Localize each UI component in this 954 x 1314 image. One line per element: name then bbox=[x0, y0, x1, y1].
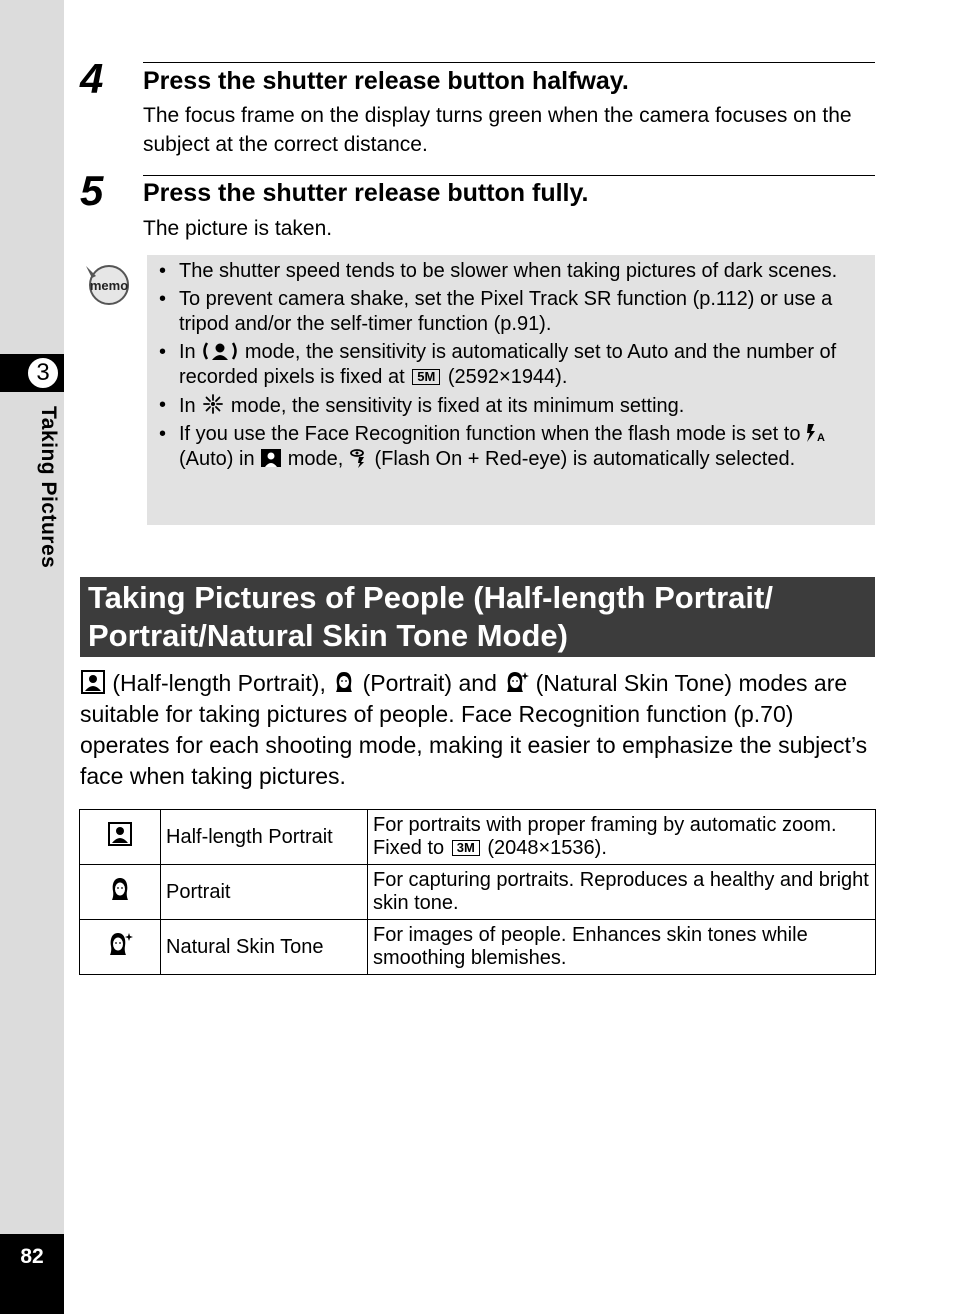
memo-icon bbox=[82, 262, 132, 306]
mode-description: For capturing portraits. Reproduces a healthy and bright skin tone. bbox=[368, 865, 876, 920]
mode-name: Portrait bbox=[161, 865, 368, 920]
shooting-modes-table bbox=[79, 809, 876, 975]
portrait-icon bbox=[108, 876, 132, 902]
memo-icon-label: memo bbox=[89, 278, 129, 293]
page-number: 82 bbox=[0, 1234, 64, 1314]
flash-on-red-eye-icon bbox=[349, 448, 369, 468]
chapter-title: Taking Pictures bbox=[37, 406, 60, 569]
memo-item: • In mode, the sensitivity is fixed at its minimum setting. bbox=[159, 393, 863, 419]
section-intro: (Half-length Portrait), (Portrait) and (Natural Skin Tone) modes are suitable for taking pictures of people. Face Recognition function (p.70) operates for each shooting mode, making it easier to emphasize the subject’s face when taking pictures. bbox=[80, 670, 868, 789]
step-5-title: Press the shutter release button fully. bbox=[143, 179, 589, 207]
mode-description: For images of people. Enhances skin tones while smoothing blemishes. bbox=[368, 920, 876, 975]
memo-item: • The shutter speed tends to be slower when taking pictures of dark scenes. bbox=[159, 259, 863, 284]
flash-auto-icon bbox=[806, 423, 828, 443]
mode-name: Half-length Portrait bbox=[161, 810, 368, 865]
table-row bbox=[80, 920, 876, 975]
table-row bbox=[80, 865, 876, 920]
natural-skin-tone-icon bbox=[106, 931, 134, 957]
step-4-title: Press the shutter release button halfway. bbox=[143, 67, 629, 95]
portrait-mode-icon bbox=[260, 448, 282, 468]
memo-box bbox=[147, 255, 875, 525]
step-4-number: 4 bbox=[80, 55, 104, 102]
memo-list bbox=[159, 259, 863, 472]
step-4-body: The focus frame on the display turns green when the camera focuses on the subject at the correct distance. bbox=[143, 104, 852, 156]
night-scene-portrait-icon bbox=[201, 341, 239, 361]
memo-item: • To prevent camera shake, set the Pixel Track SR function (p.112) or use a tripod and/or the self-timer function (p.91). bbox=[159, 287, 863, 337]
mode-name: Natural Skin Tone bbox=[161, 920, 368, 975]
resolution-5m-badge: 5M bbox=[412, 369, 440, 385]
mode-description: For portraits with proper framing by automatic zoom. Fixed to 3M (2048×1536). bbox=[368, 810, 876, 865]
half-length-portrait-icon bbox=[80, 670, 106, 694]
step-4-rule bbox=[143, 62, 875, 63]
memo-item: • If you use the Face Recognition function when the flash mode is set to A (Auto) in mode, (Flash On + Red-eye) is automatically selected. bbox=[159, 422, 863, 472]
table-icon-cell bbox=[80, 810, 161, 865]
table-icon-cell bbox=[80, 865, 161, 920]
table-icon-cell bbox=[80, 920, 161, 975]
table-row bbox=[80, 810, 876, 865]
step-5-body: The picture is taken. bbox=[143, 217, 333, 240]
step-5-rule bbox=[143, 175, 875, 176]
section-heading bbox=[80, 577, 875, 657]
step-5-number: 5 bbox=[80, 167, 104, 214]
memo-item: • In mode, the sensitivity is automatically set to Auto and the number of recorded pixels is fixed at 5M (2592×1944). bbox=[159, 340, 863, 390]
chapter-sidebar bbox=[0, 0, 64, 1314]
section-heading-line-2: Portrait/Natural Skin Tone Mode) bbox=[88, 618, 568, 653]
portrait-icon bbox=[332, 670, 356, 694]
svg-text:A: A bbox=[817, 432, 826, 443]
resolution-3m-badge: 3M bbox=[452, 840, 480, 856]
half-length-portrait-icon bbox=[107, 821, 133, 847]
natural-skin-tone-icon bbox=[503, 670, 529, 694]
section-heading-line-1: Taking Pictures of People (Half-length Portrait/ bbox=[88, 580, 773, 615]
fireworks-icon bbox=[201, 393, 225, 415]
chapter-number: 3 bbox=[26, 356, 60, 390]
